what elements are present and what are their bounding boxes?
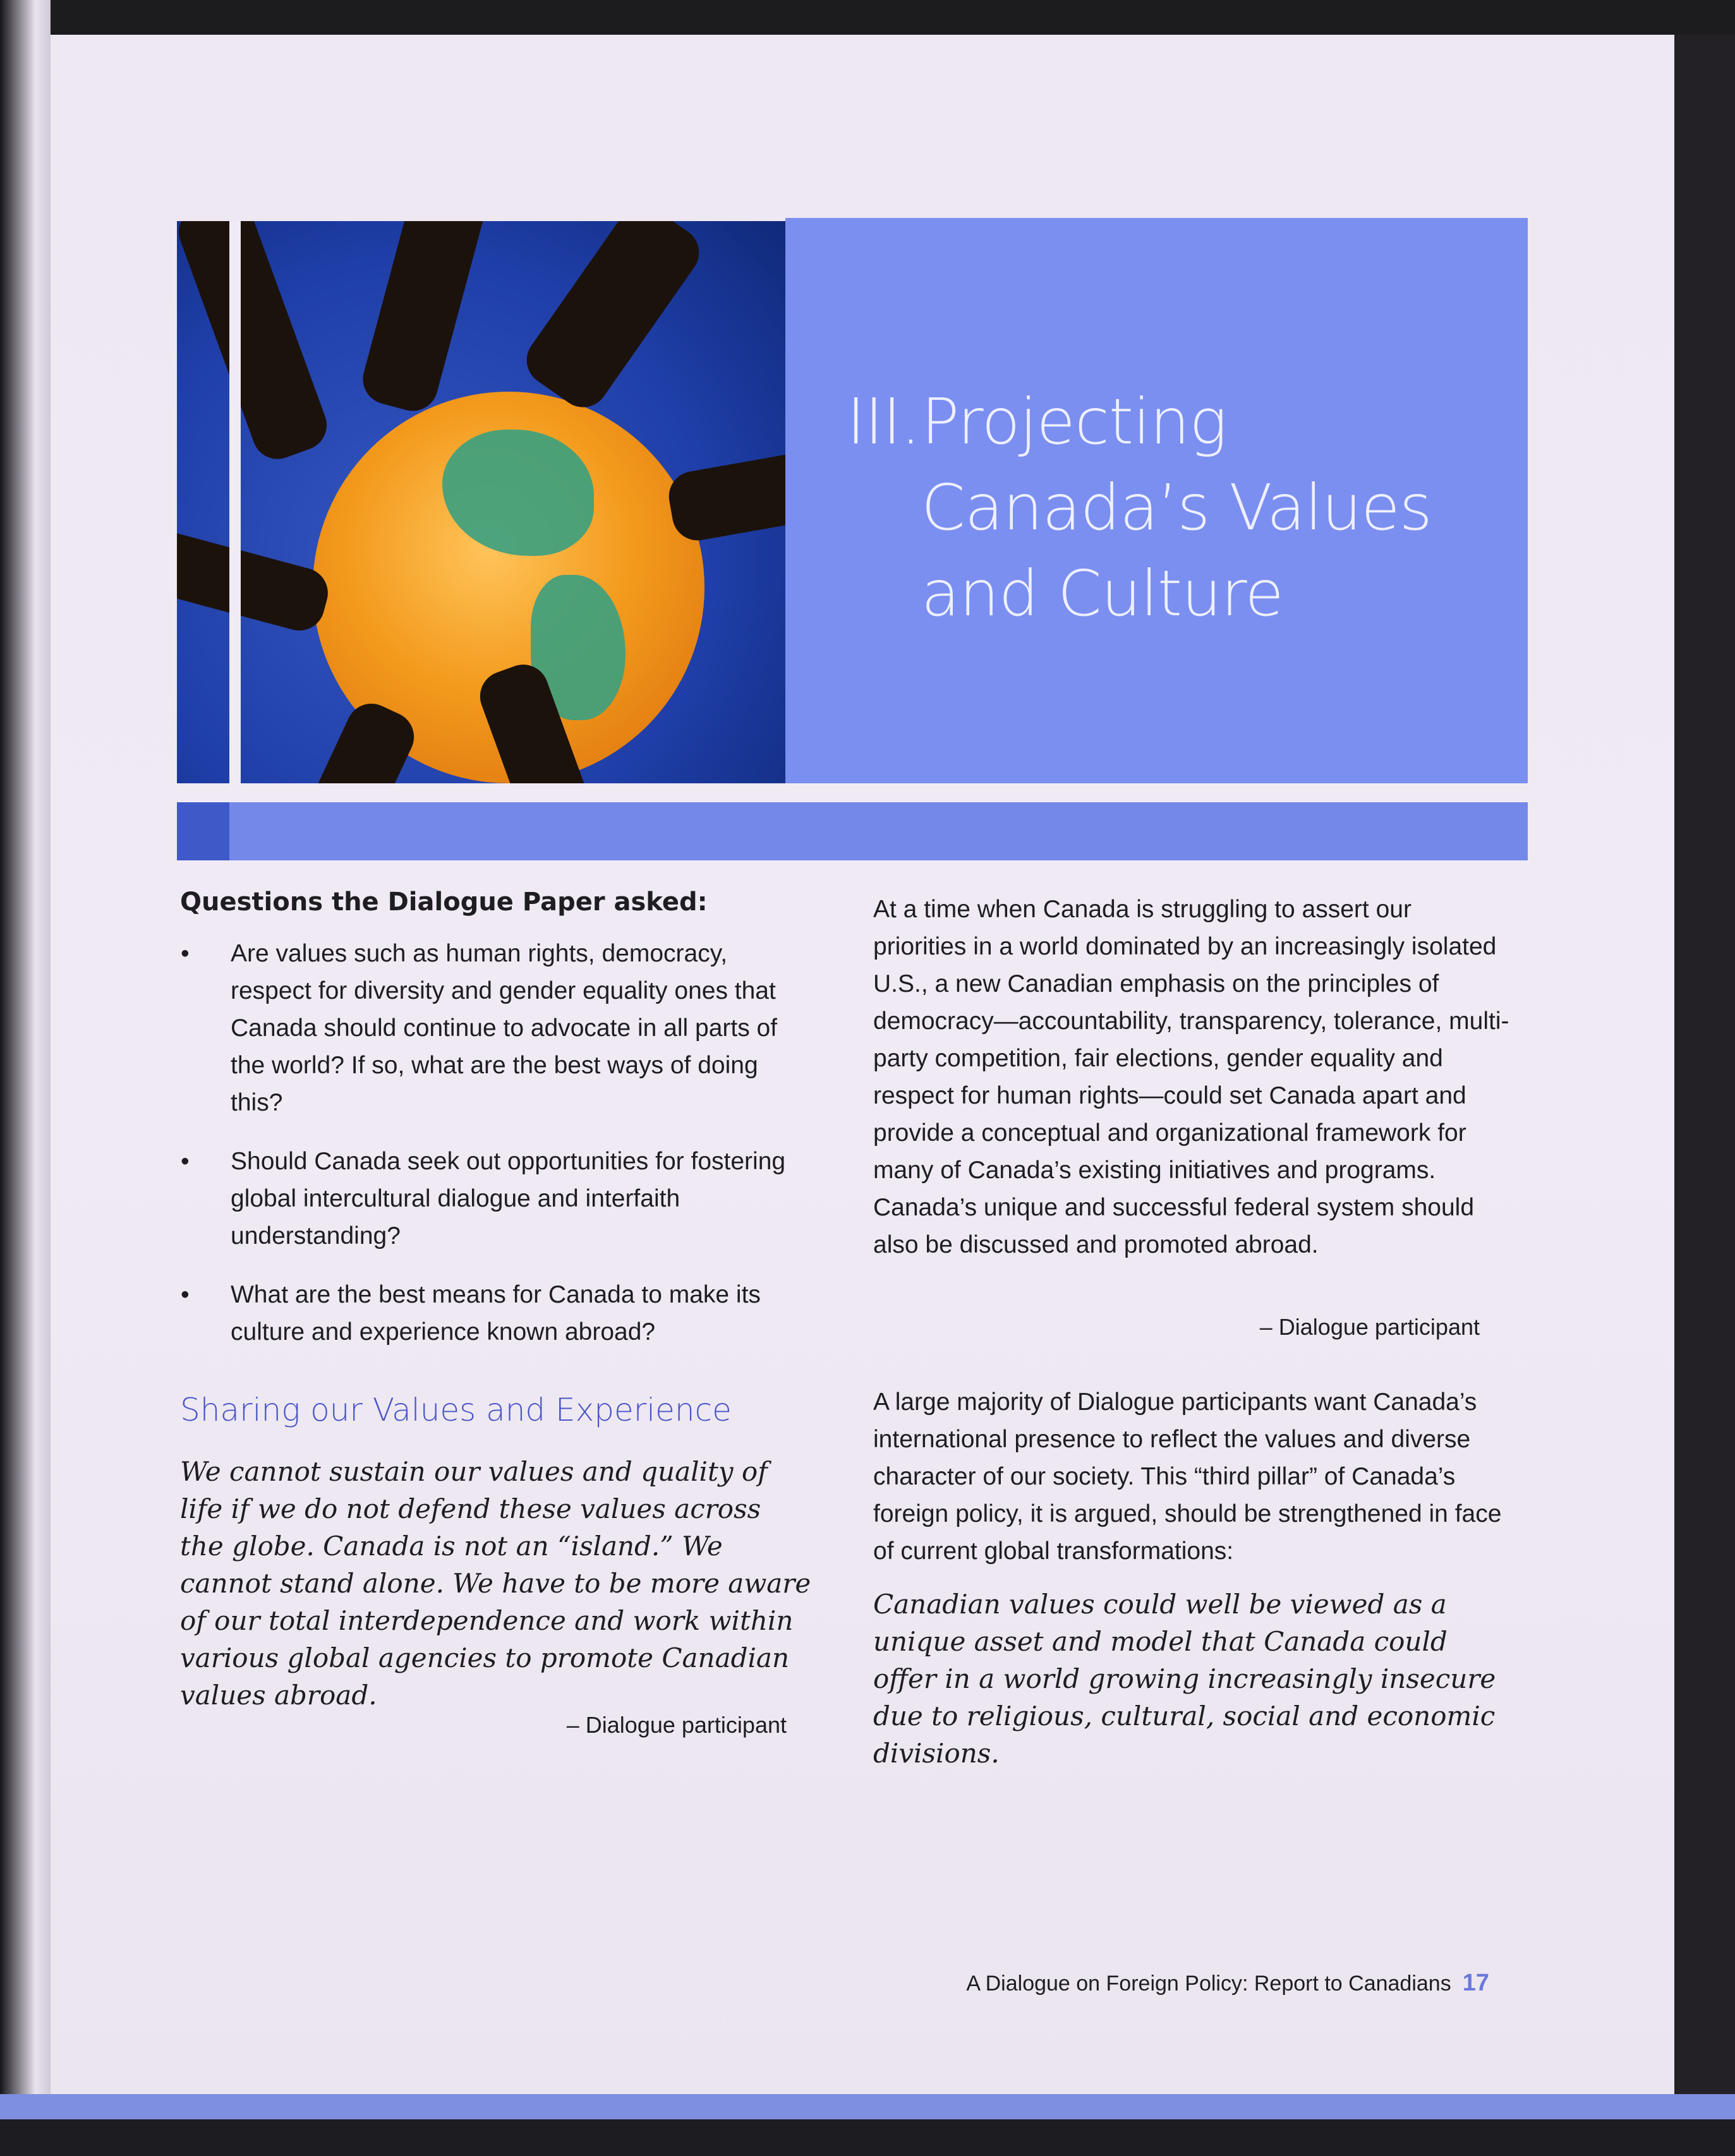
right-paragraph-2: A large majority of Dialogue participants want Canada’s international presence to reflect the values and diverse character of our society. This “third pillar” of Canada’s foreign policy, it is argued, should be strengthened in face of current global transformations: — [873, 1388, 1502, 1565]
question-text: Are values such as human rights, democracy, respect for diversity and gender equality ones that Canada should continue to advocate in all parts of the world? If so, what are the best ways of doing this? — [231, 940, 778, 1116]
frame-divider-horizontal — [177, 783, 1528, 802]
right-quote: Canadian values could well be viewed as a unique asset and model that Canada could offer in a world growing increasingly insecure due to religious, cultural, social and economic divisions. — [873, 1589, 1496, 1769]
page-footer — [682, 1970, 1489, 1997]
list-item — [177, 935, 809, 1121]
section-numeral: III. — [847, 385, 921, 459]
document-page — [51, 35, 1674, 2113]
bullet-icon: • — [181, 1281, 190, 1308]
questions-list — [177, 935, 809, 1372]
frame-divider-vertical — [229, 221, 241, 862]
list-item — [177, 1143, 809, 1255]
sharing-heading: Sharing our Values and Experience — [180, 1392, 732, 1428]
hand-silhouette — [177, 526, 334, 636]
right-attribution-1: – Dialogue participant — [1259, 1314, 1480, 1340]
bottom-blue-band — [0, 2094, 1735, 2119]
hand-silhouette — [665, 447, 785, 544]
section-title — [847, 379, 1516, 637]
sharing-attribution: – Dialogue participant — [566, 1712, 787, 1738]
scan-left-margin — [0, 0, 51, 2156]
section-title-line-3: and Culture — [921, 557, 1283, 630]
section-title-line-2: Canada’s Values — [921, 471, 1432, 545]
hand-silhouette — [517, 221, 709, 417]
scan-bottom-margin — [0, 2119, 1735, 2156]
blue-strip — [177, 802, 1528, 860]
globe-hands-photo — [177, 221, 785, 824]
list-item — [177, 1276, 809, 1351]
question-text: Should Canada seek out opportunities for fostering global intercultural dialogue and interfaith understanding? — [231, 1148, 786, 1250]
sharing-quote: We cannot sustain our values and quality of life if we do not defend these values across the globe. Canada is not an “island.” We cannot stand alone. We have to be more aware of our total interdependence and work within various global agencies to promote Canadian values abroad. — [180, 1456, 811, 1711]
hand-silhouette — [357, 221, 489, 416]
questions-heading: Questions the Dialogue Paper asked: — [180, 888, 708, 917]
bullet-icon: • — [181, 940, 190, 967]
bullet-icon: • — [181, 1148, 190, 1175]
blue-strip-photo-edge — [177, 802, 229, 860]
hand-silhouette — [177, 221, 334, 466]
page-number: 17 — [1462, 1970, 1489, 1996]
publication-title: A Dialogue on Foreign Policy: Report to Canadians — [966, 1972, 1451, 1996]
right-paragraph-1: At a time when Canada is struggling to assert our priorities in a world dominated by an increasingly isolated U.S., a new Canadian emphasis on the principles of democracy—accountability, transparency, tolerance, multi-party competition, fair elections, gender equality and respect for human rights—could set Canada apart and provide a conceptual and organizational framework for many of Canada’s existing initiatives and programs. Canada’s unique and successful federal system should also be discussed and promoted abroad. — [873, 896, 1509, 1258]
scan-right-margin — [1674, 35, 1735, 2113]
section-title-line-1: Projecting — [921, 385, 1227, 459]
question-text: What are the best means for Canada to make its culture and experience known abroad? — [231, 1281, 761, 1346]
